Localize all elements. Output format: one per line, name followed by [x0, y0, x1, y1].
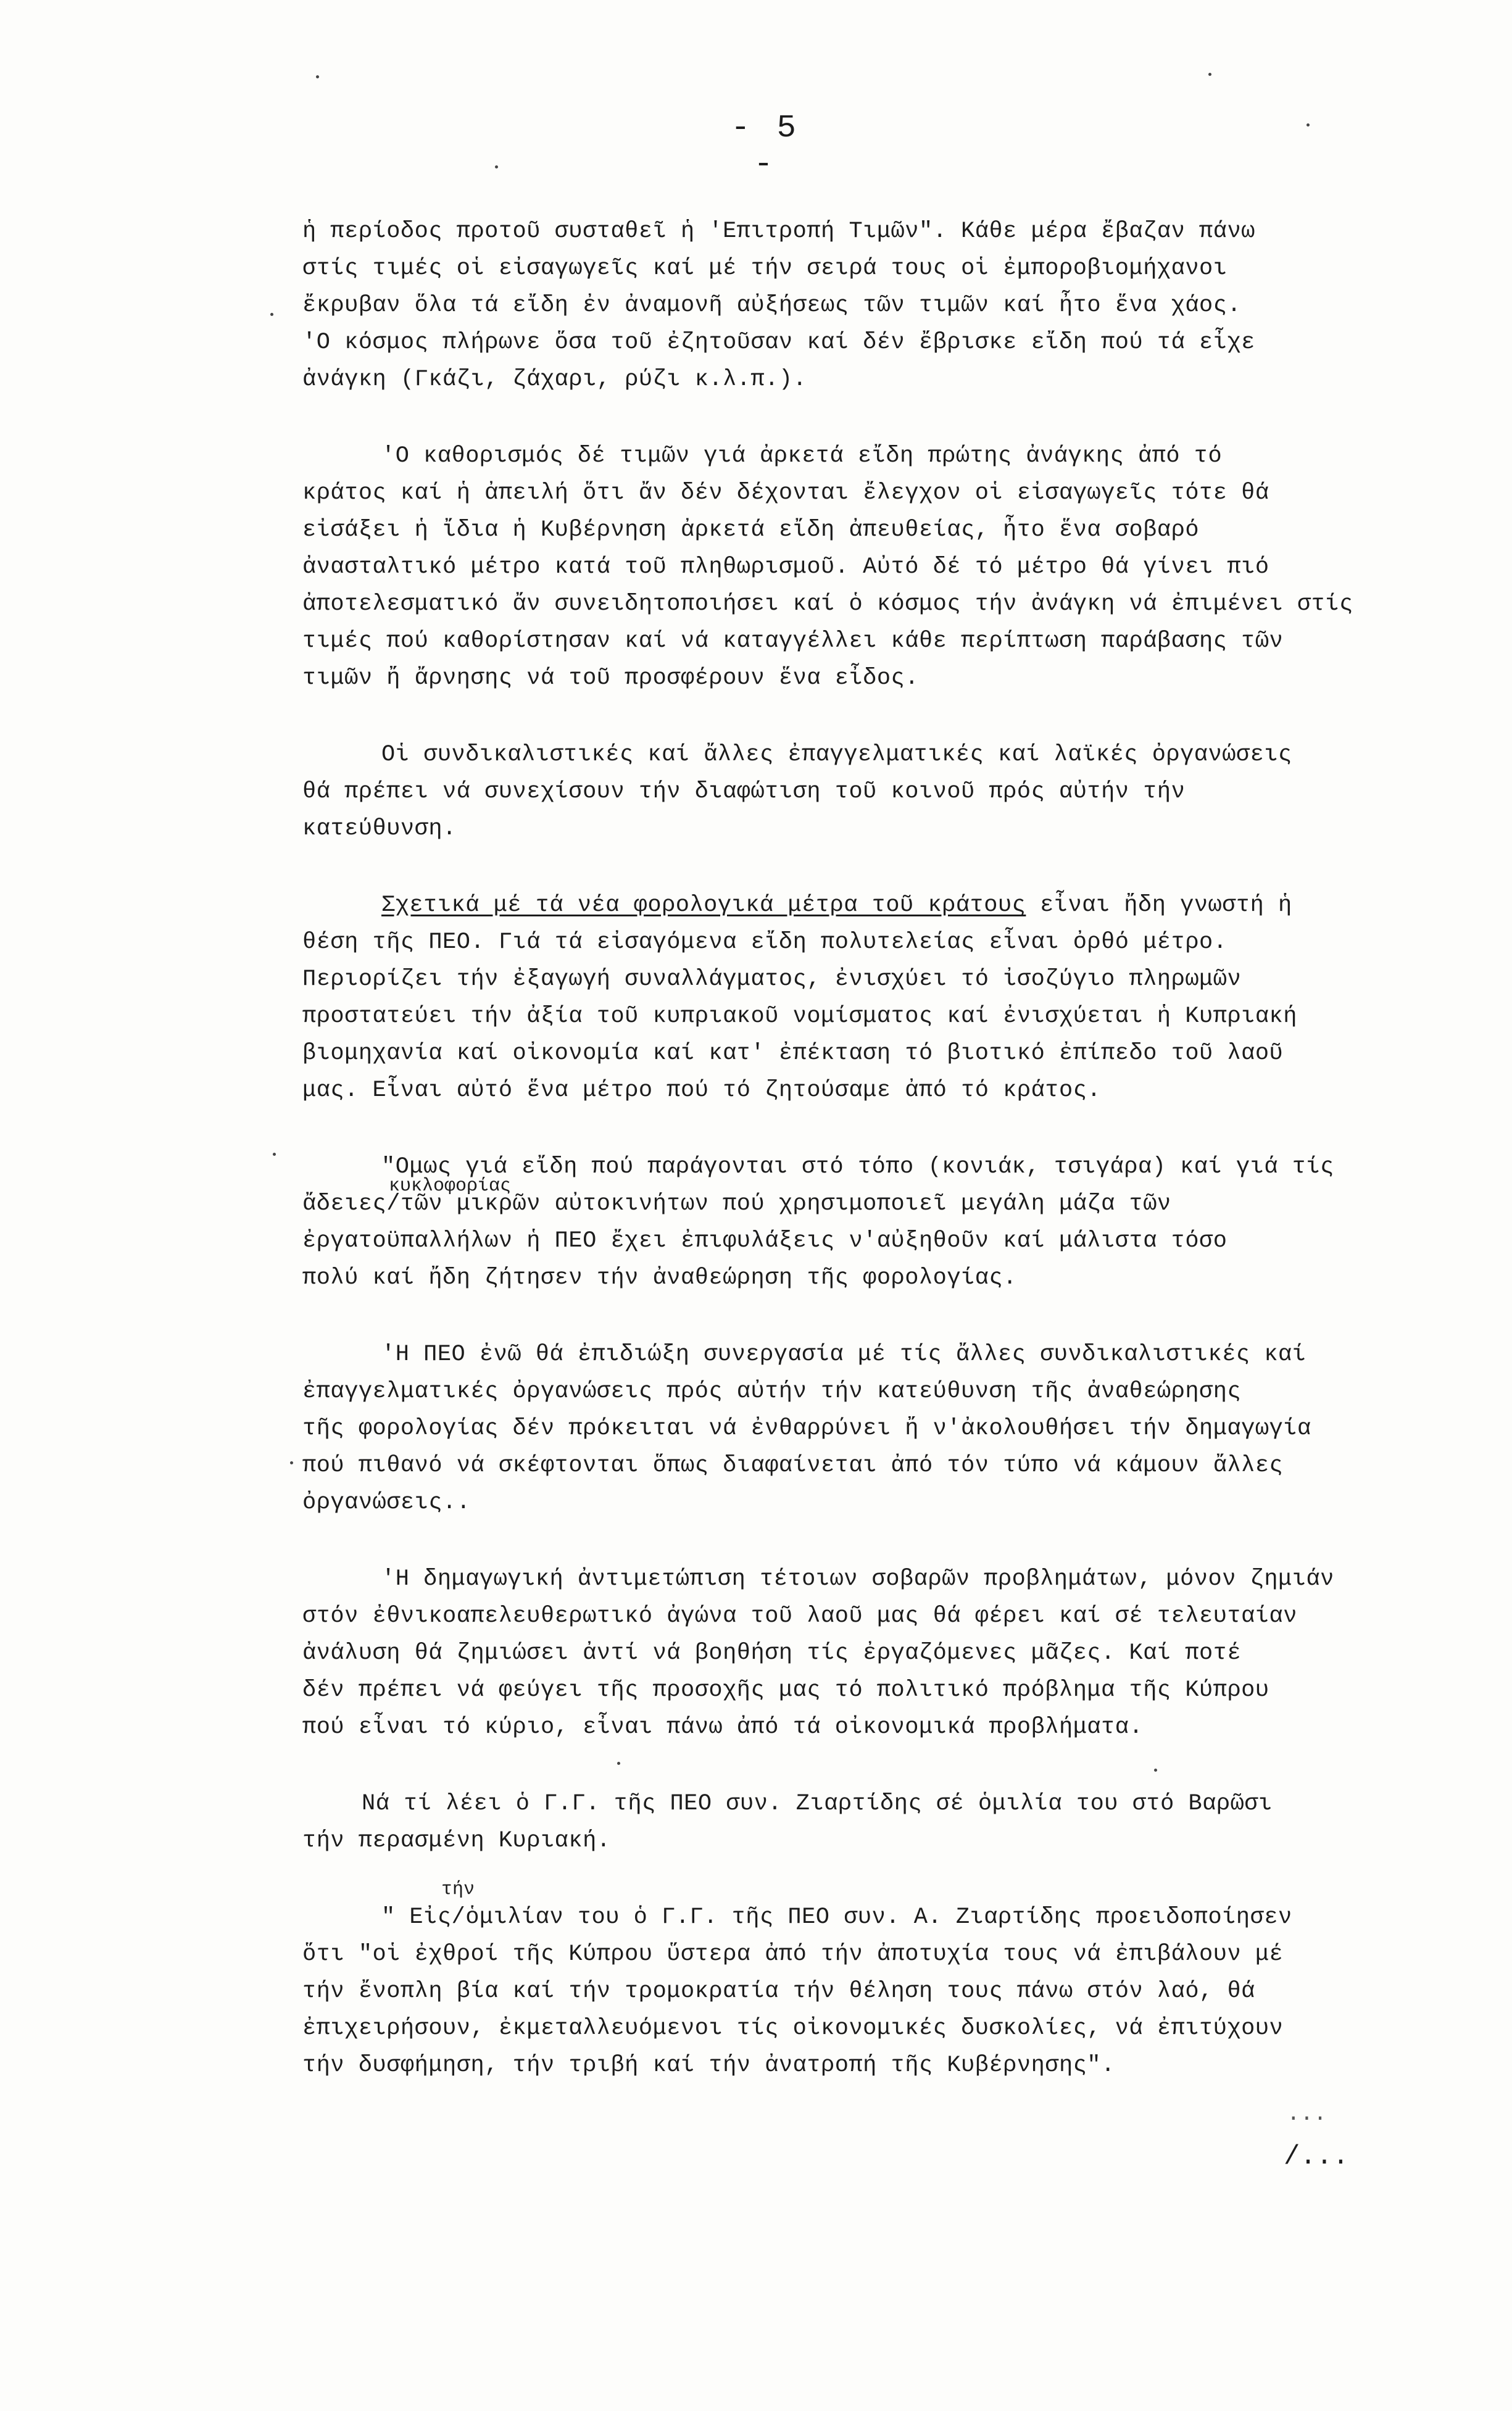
text-line: ἀνάλυση θά ζημιώσει ἀντί νά βοηθήση τίς ἐργαζόμενες μᾶζες. Καί ποτέ [302, 1640, 1242, 1666]
handwritten-insertion: τήν [441, 1879, 475, 1900]
paragraph-intro [302, 213, 1463, 398]
text-line: 'Η ΠΕΟ ἐνῶ θά ἐπιδιώξη συνεργασία μέ τίς ἄλλες συνδικαλιστικές καί [381, 1342, 1306, 1367]
text-line [302, 887, 1463, 924]
text-line: πολύ καί ἤδη ζήτησεν τήν ἀναθεώρηση τῆς φορολογίας. [302, 1265, 1017, 1291]
text-line: " Εἰς/ὁμιλίαν του ὁ Γ.Γ. τῆς ΠΕΟ συν. Α. Ζιαρτίδης προειδοποίησεν [381, 1904, 1292, 1930]
text-line: στίς τιμές οἱ εἰσαγωγεῖς καί μέ τήν σειρά τους οἱ ἐμποροβιομήχανοι [302, 255, 1227, 281]
paragraph-quote [302, 1879, 1463, 2084]
underlined-heading: Σχετικά μέ τά νέα φορολογικά μέτρα τοῦ κράτους [381, 892, 1026, 918]
continuation-dots: ... [1287, 2101, 1327, 2127]
text-line: προστατεύει τήν ἀξία τοῦ κυπριακοῦ νομίσματος καί ἐνισχύεται ἡ Κυπριακή [302, 1003, 1297, 1029]
scan-speck [273, 1153, 276, 1156]
scan-speck [270, 313, 273, 316]
text-line: Νά τί λέει ὁ Γ.Γ. τῆς ΠΕΟ συν. Ζιαρτίδης σέ ὁμιλία του στό Βαρῶσι [362, 1791, 1273, 1817]
text-line: ἐργατοϋπαλλήλων ἡ ΠΕΟ ἔχει ἐπιφυλάξεις ν'αὐξηθοῦν καί μάλιστα τόσο [302, 1228, 1227, 1254]
text-line: ἔκρυβαν ὅλα τά εἴδη ἐν ἀναμονῆ αὐξήσεως τῶν τιμῶν καί ἦτο ἕνα χάος. [302, 293, 1242, 318]
text-line: ὀργανώσεις.. [302, 1490, 471, 1516]
text-line: εἰσάξει ἡ ἴδια ἡ Κυβέρνηση ἀρκετά εἴδη ἀπευθείας, ἦτο ἕνα σοβαρό [302, 517, 1200, 543]
scan-speck [290, 1461, 293, 1464]
text-line: 'Η δημαγωγική ἀντιμετώπιση τέτοιων σοβαρῶν προβλημάτων, μόνον ζημιάν [381, 1566, 1334, 1592]
document-body [302, 213, 1463, 2084]
text-line: τιμές πού καθορίστησαν καί νά καταγγέλλει κάθε περίπτωση παράβασης τῶν [302, 628, 1284, 654]
paragraph-price-control-body [302, 475, 1463, 697]
text-line: πού πιθανό νά σκέφτονται ὅπως διαφαίνεται ἀπό τόν τύπο νά κάμουν ἄλλες [302, 1453, 1284, 1479]
text-line: τήν περασμένη Κυριακή. [302, 1828, 611, 1854]
handwritten-insertion: κυκλοφορίας [389, 1176, 512, 1197]
text-line: βιομηχανία καί οἰκονομία καί κατ' ἐπέκταση τό βιοτικό ἐπίπεδο τοῦ λαοῦ [302, 1040, 1284, 1066]
text-line: ἐπαγγελματικές ὀργανώσεις πρός αὐτήν τήν κατεύθυνση τῆς ἀναθεώρησης [302, 1379, 1242, 1405]
scan-speck [1208, 73, 1211, 76]
text-line: τήν δυσφήμηση, τήν τριβή καί τήν ἀνατροπή τῆς Κυβέρνησης". [302, 2052, 1115, 2078]
scan-speck [1306, 123, 1310, 127]
paragraph-price-control [302, 438, 1463, 475]
paragraph-local-goods [302, 1148, 1463, 1297]
text-line: "Ομως γιά εἴδη πού παράγονται στό τόπο (κονιάκ, τσιγάρα) καί γιά τίς [381, 1154, 1334, 1180]
text-line: κράτος καί ἡ ἀπειλή ὅτι ἄν δέν δέχονται ἔλεγχον οἱ εἰσαγωγεῖς τότε θά [302, 480, 1269, 506]
paragraph-taxation [302, 887, 1463, 1109]
text-line: 'Ο καθορισμός δέ τιμῶν γιά ἀρκετά εἴδη πρώτης ἀνάγκης ἀπό τό [381, 443, 1223, 469]
page-number: - 5 - [731, 110, 800, 183]
text-line: μας. Εἶναι αὐτό ἕνα μέτρο πού τό ζητούσαμε ἀπό τό κράτος. [302, 1077, 1102, 1103]
text-line: τήν ἔνοπλη βία καί τήν τρομοκρατία τήν θέληση τους πάνω στόν λαό, θά [302, 1978, 1255, 2004]
text-line: κατεύθυνση. [302, 816, 457, 842]
text-line: ἀνασταλτικό μέτρο κατά τοῦ πληθωρισμοῦ. Αὐτό δέ τό μέτρο θά γίνει πιό [302, 554, 1269, 580]
scan-speck [316, 75, 319, 78]
text-line: δέν πρέπει νά φεύγει τῆς προσοχῆς μας τό πολιτικό πρόβλημα τῆς Κύπρου [302, 1677, 1269, 1703]
text-line: ἀποτελεσματικό ἄν συνειδητοποιήσει καί ὁ κόσμος τήν ἀνάγκη νά ἐπιμένει στίς [302, 591, 1353, 617]
text-line: θά πρέπει νά συνεχίσουν τήν διαφώτιση τοῦ κοινοῦ πρός αὐτήν τήν [302, 779, 1186, 805]
text-line: τῆς φορολογίας δέν πρόκειται νά ἐνθαρρύνει ἤ ν'ἀκολουθήσει τήν δημαγωγία [302, 1416, 1311, 1442]
text-line: στόν ἐθνικοαπελευθερωτικό ἀγώνα τοῦ λαοῦ μας θά φέρει καί σέ τελευταίαν [302, 1603, 1297, 1629]
text-line: τιμῶν ἤ ἄρνησης νά τοῦ προσφέρουν ἕνα εἶδος. [302, 665, 919, 691]
continuation-mark: /... [1284, 2141, 1349, 2172]
text-line: Περιορίζει τήν ἐξαγωγή συναλλάγματος, ἐνισχύει τό ἰσοζύγιο πληρωμῶν [302, 966, 1242, 992]
text-line: 'Ο κόσμος πλήρωνε ὅσα τοῦ ἐζητοῦσαν καί δέν ἔβρισκε εἴδη πού τά εἶχε [302, 330, 1255, 355]
text-line: ἀνάγκη (Γκάζι, ζάχαρι, ρύζι κ.λ.π.). [302, 367, 807, 392]
text-line: ἄδειες/τῶν μικρῶν αὐτοκινήτων πού χρησιμοποιεῖ μεγάλη μάζα τῶν [302, 1191, 1171, 1217]
scan-speck [495, 165, 498, 168]
text-line: θέση τῆς ΠΕΟ. Γιά τά εἰσαγόμενα εἴδη πολυτελείας εἶναι ὀρθό μέτρο. [302, 929, 1227, 955]
text-line: ὅτι "οἱ ἐχθροί τῆς Κύπρου ὕστερα ἀπό τήν ἀποτυχία τους νά ἐπιβάλουν μέ [302, 1941, 1284, 1967]
text-line: πού εἶναι τό κύριο, εἶναι πάνω ἀπό τά οἰκονομικά προβλήματα. [302, 1714, 1144, 1740]
paragraph-cooperation [302, 1336, 1463, 1521]
text-line: ἐπιχειρήσουν, ἐκμεταλλευόμενοι τίς οἰκονομικές δυσκολίες, νά ἐπιτύχουν [302, 2015, 1284, 2041]
paragraph-demagogy [302, 1561, 1463, 1746]
paragraph-unions [302, 736, 1463, 847]
paragraph-ziartides-intro [302, 1785, 1463, 1859]
text-line: Οἱ συνδικαλιστικές καί ἄλλες ἐπαγγελματικές καί λαϊκές ὀργανώσεις [381, 742, 1292, 768]
text-line: ἡ περίοδος προτοῦ συσταθεῖ ἡ 'Επιτροπή Τιμῶν". Κάθε μέρα ἔβαζαν πάνω [302, 218, 1255, 244]
text-span: εἶναι ἤδη γνωστή ἡ [1026, 892, 1292, 918]
